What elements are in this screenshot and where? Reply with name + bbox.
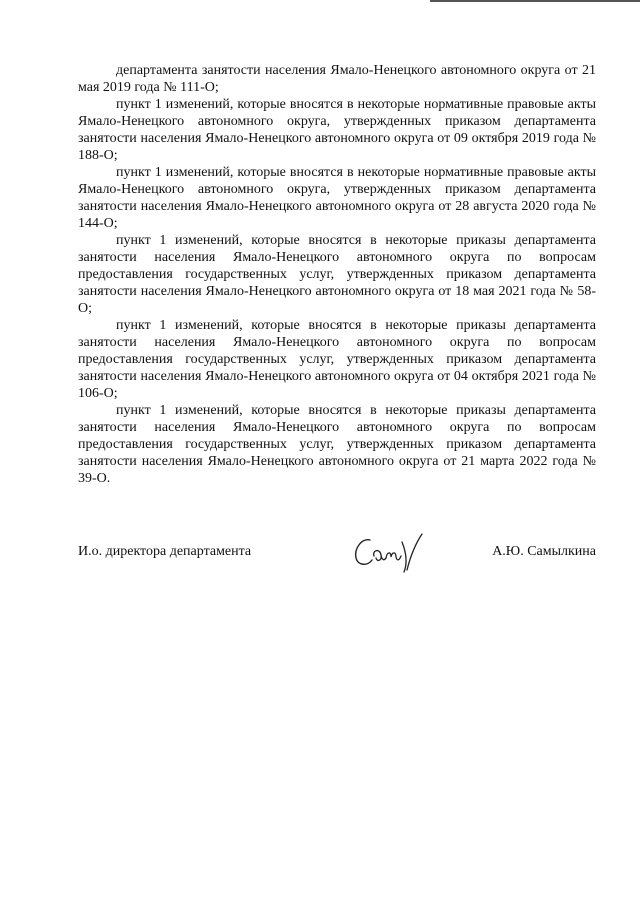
paragraph-text: пункт 1 изменений, которые вносятся в некоторые приказы департамента занятости населения Ямало-Ненецкого автономного округа по вопросам предоставления государственных услуг, утвержденных приказом департамента занятости населения Ямало-Ненецкого автономного округа от 21 марта 2022 года № 39-О. <box>78 403 596 486</box>
paragraph-continuation <box>78 62 596 96</box>
document-body <box>78 62 596 487</box>
signer-name: А.Ю. Самылкина <box>492 544 596 559</box>
paragraph-text: пункт 1 изменений, которые вносятся в некоторые нормативные правовые акты Ямало-Ненецкого автономного округа, утвержденных приказом департамента занятости населения Ямало-Ненецкого автономного округа от 09 октября 2019 года № 188-О; <box>78 97 596 163</box>
paragraph-text: пункт 1 изменений, которые вносятся в некоторые нормативные правовые акты Ямало-Ненецкого автономного округа, утвержденных приказом департамента занятости населения Ямало-Ненецкого автономного округа от 28 августа 2020 года № 144-О; <box>78 165 596 231</box>
paragraph-item <box>78 164 596 232</box>
paragraph-item <box>78 232 596 317</box>
top-border-line <box>430 0 640 2</box>
handwritten-signature <box>350 528 430 574</box>
signature-block <box>78 534 596 574</box>
signer-title: И.о. директора департамента <box>78 544 252 559</box>
paragraph-text: пункт 1 изменений, которые вносятся в некоторые приказы департамента занятости населения Ямало-Ненецкого автономного округа по вопросам предоставления государственных услуг, утвержденных приказом департамента занятости населения Ямало-Ненецкого автономного округа от 04 октября 2021 года № 106-О; <box>78 318 596 401</box>
paragraph-item <box>78 96 596 164</box>
paragraph-item <box>78 402 596 487</box>
paragraph-text: департамента занятости населения Ямало-Ненецкого автономного округа от 21 мая 2019 года № 111-О; <box>78 63 596 95</box>
paragraph-text: пункт 1 изменений, которые вносятся в некоторые приказы департамента занятости населения Ямало-Ненецкого автономного округа по вопросам предоставления государственных услуг, утвержденных приказом департамента занятости населения Ямало-Ненецкого автономного округа от 18 мая 2021 года № 58-О; <box>78 233 596 316</box>
paragraph-item <box>78 317 596 402</box>
